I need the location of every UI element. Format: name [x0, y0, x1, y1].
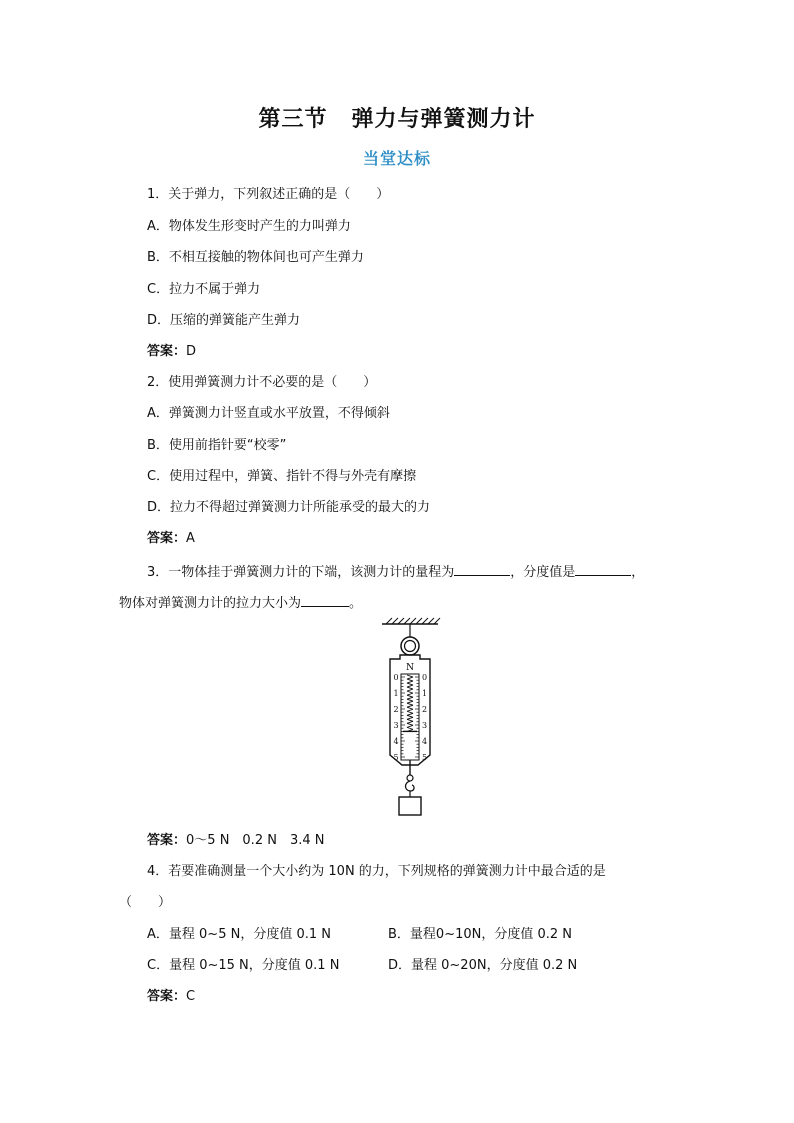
q3-stem-text: 物体对弹簧测力计的拉力大小为: [119, 596, 302, 611]
answer-label: 答案：: [147, 344, 187, 359]
q3-stem-line2: [119, 593, 362, 613]
fill-blank: [301, 593, 349, 607]
q1-stem: 1．关于弹力，下列叙述正确的是（ ）: [147, 187, 390, 202]
page-title: [0, 102, 794, 133]
q4-option-c: C．量程 0~15 N，分度值 0.1 N: [147, 958, 340, 973]
q3-stem-text: ，: [631, 565, 645, 580]
spring-coil: [407, 697, 413, 699]
hook-icon: [406, 781, 415, 791]
spring-coil: [407, 683, 413, 685]
q2-stem: 2．使用弹簧测力计不必要的是（ ）: [147, 375, 377, 390]
q2-option-c: C．使用过程中，弹簧、指针不得与外壳有摩擦: [147, 469, 417, 484]
tick-label: 0: [393, 673, 399, 682]
tick-label: 4: [421, 737, 428, 746]
spring-coil: [407, 675, 413, 677]
spring-scale-figure: [370, 615, 450, 820]
spring-coil: [407, 703, 413, 705]
spring-coil: [407, 699, 413, 701]
scale-slot: [401, 674, 419, 760]
spring-coil: [407, 677, 413, 679]
q2-option-d: D．拉力不得超过弹簧测力计所能承受的最大的力: [147, 500, 431, 515]
spring-coil: [407, 721, 413, 723]
spring-coil: [407, 711, 413, 713]
spring-coil: [407, 693, 413, 695]
spring-coil: [407, 689, 413, 691]
tick-label: 3: [421, 721, 428, 730]
answer-value: 0～5 N 0.2 N 3.4 N: [186, 833, 325, 848]
q2-answer: [147, 530, 195, 548]
fill-blank: [575, 562, 631, 576]
q2-option-b: B．使用前指针要“校零”: [147, 438, 287, 453]
tick-label: 1: [393, 689, 399, 698]
q1-option-d: D．压缩的弹簧能产生弹力: [147, 313, 301, 328]
tick-label: 4: [393, 737, 399, 746]
q3-answer: [147, 832, 324, 850]
weight-block: [399, 797, 421, 815]
section-number: 第三节: [258, 106, 328, 132]
tick-label: 2: [421, 705, 428, 714]
spring-coil: [407, 705, 413, 707]
spring-coil: [407, 723, 413, 725]
fill-blank: [454, 562, 510, 576]
q4-stem-line1: 4．若要准确测量一个大小约为 10N 的力，下列规格的弹簧测力计中最合适的是: [147, 864, 606, 879]
q4-option-a: A．量程 0~5 N，分度值 0.1 N: [147, 927, 331, 942]
spring-coil: [407, 681, 413, 683]
q4-stem-line2: （ ）: [119, 895, 172, 910]
answer-value: D: [186, 344, 197, 359]
q4-option-b: B．量程0~10N，分度值 0.2 N: [388, 927, 573, 942]
answer-label: 答案：: [147, 833, 187, 848]
scale-ticks: [401, 677, 419, 757]
q3-stem-text: ，分度值是: [510, 565, 576, 580]
tick-label: 0: [421, 673, 428, 682]
spring-coil: [407, 691, 413, 693]
spring-coil: [407, 717, 413, 719]
answer-label: 答案：: [147, 989, 187, 1004]
tick-label: 1: [421, 689, 428, 698]
answer-label: 答案：: [147, 531, 187, 546]
spring-coil: [407, 709, 413, 711]
spring-coil: [407, 707, 413, 709]
unit-label: N: [406, 663, 414, 673]
tick-label: 5: [421, 753, 428, 762]
q1-option-b: B．不相互接触的物体间也可产生弹力: [147, 250, 364, 265]
ring-outer: [401, 637, 419, 655]
hook-eye: [407, 775, 413, 781]
spring-coil: [407, 687, 413, 689]
spring: [407, 675, 413, 731]
ring-inner: [405, 641, 416, 652]
spring-coil: [407, 701, 413, 703]
q3-stem-line1: [147, 562, 644, 582]
spring-coil: [407, 685, 413, 687]
spring-coil: [407, 715, 413, 717]
subtitle: 当堂达标: [362, 149, 431, 168]
q1-answer: [147, 343, 196, 361]
tick-label: 5: [393, 753, 399, 762]
section-topic: 弹力与弹簧测力计: [351, 106, 536, 132]
tick-label: 3: [393, 721, 399, 730]
q2-option-a: A．弹簧测力计竖直或水平放置，不得倾斜: [147, 406, 390, 421]
ceiling-support: [382, 618, 440, 624]
answer-value: C: [186, 989, 196, 1004]
answer-value: A: [186, 531, 195, 546]
q4-option-d: D．量程 0~20N，分度值 0.2 N: [388, 958, 578, 973]
q3-stem-text: 3．一物体挂于弹簧测力计的下端，该测力计的量程为: [147, 565, 455, 580]
spring-coil: [407, 727, 413, 729]
spring-coil: [407, 713, 413, 715]
spring-coil: [407, 695, 413, 697]
spring-coil: [407, 679, 413, 681]
q1-option-c: C．拉力不属于弹力: [147, 282, 261, 297]
spring-coil: [407, 725, 413, 727]
tick-label: 2: [393, 705, 399, 714]
q3-stem-text: 。: [349, 596, 363, 611]
spring-coil: [407, 719, 413, 721]
q4-answer: [147, 988, 195, 1006]
q1-option-a: A．物体发生形变时产生的力叫弹力: [147, 219, 351, 234]
